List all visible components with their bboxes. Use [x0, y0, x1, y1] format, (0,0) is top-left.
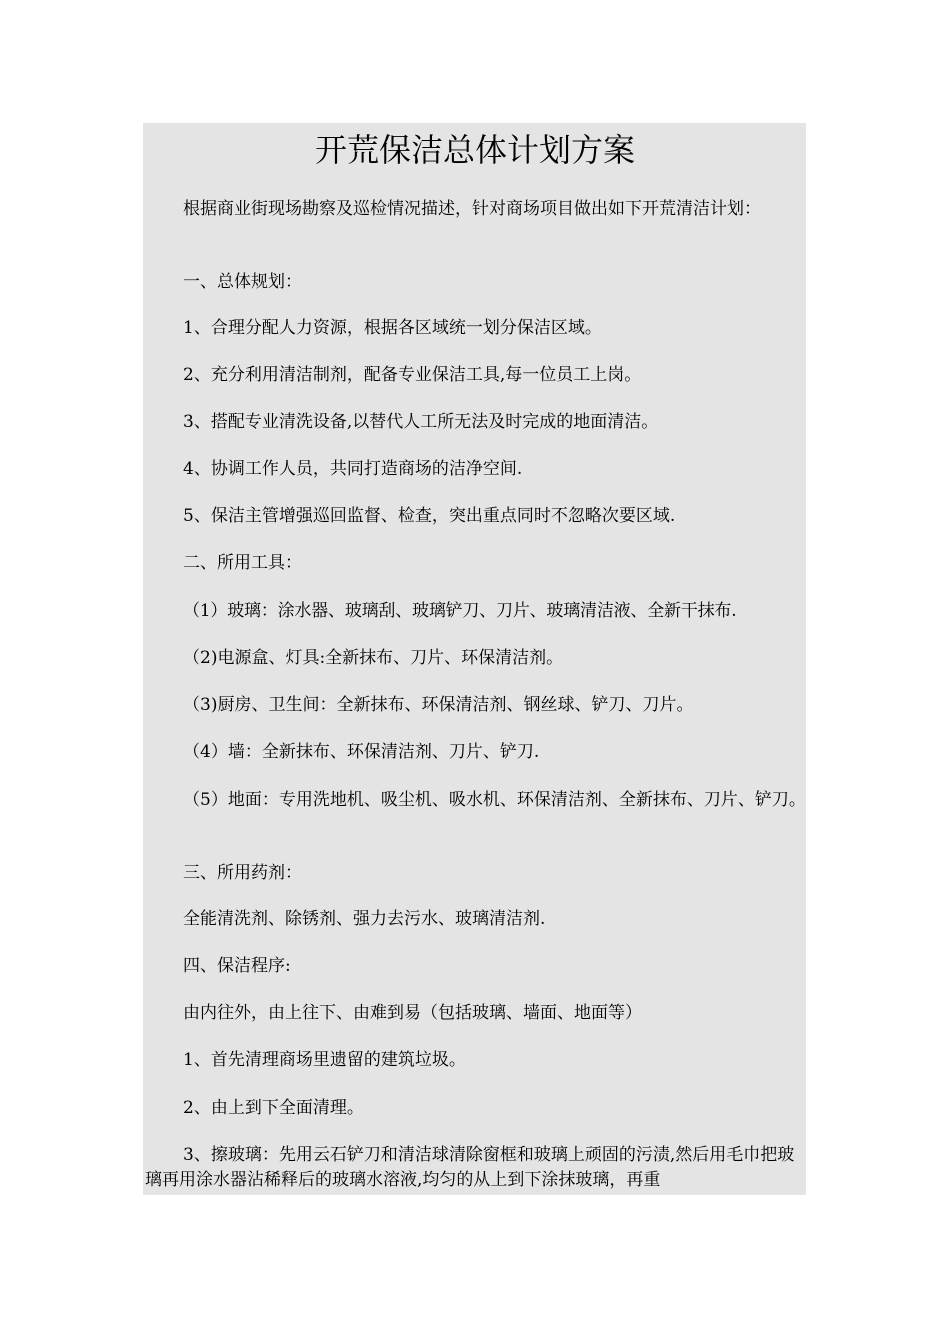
tool-item-power-box: （2)电源盒、灯具:全新抹布、刀片、环保清洁剂。: [183, 648, 564, 668]
procedure-step-3: 3、擦玻璃：先用云石铲刀和清洁球清除窗框和玻璃上顽固的污渍,然后用毛巾把玻璃再用涂水器沾稀释后的玻璃水溶液,均匀的从上到下涂抹玻璃，再重: [145, 1145, 795, 1190]
intro-paragraph: 根据商业街现场勘察及巡检情况描述，针对商场项目做出如下开荒清洁计划：: [183, 199, 761, 219]
tool-item-wall: （4）墙：全新抹布、环保清洁剂、刀片、铲刀.: [183, 742, 540, 762]
tool-item-glass: （1）玻璃：涂水器、玻璃刮、玻璃铲刀、刀片、玻璃清洁液、全新干抹布.: [183, 601, 737, 621]
section-heading-overall-plan: 一、总体规划：: [183, 272, 302, 292]
document-title: 开荒保洁总体计划方案: [314, 131, 635, 169]
plan-item-3: 3、搭配专业清洗设备,以替代人工所无法及时完成的地面清洁。: [183, 412, 659, 432]
procedure-principle: 由内往外，由上往下、由难到易（包括玻璃、墙面、地面等）: [183, 1003, 642, 1023]
plan-item-5: 5、保洁主管增强巡回监督、检查，突出重点同时不忽略次要区域.: [183, 506, 676, 526]
section-heading-chemicals: 三、所用药剂：: [183, 863, 302, 883]
plan-item-2: 2、充分利用清洁制剂，配备专业保洁工具,每一位员工上岗。: [183, 365, 642, 385]
procedure-step-1: 1、首先清理商场里遗留的建筑垃圾。: [183, 1050, 466, 1070]
chemicals-list: 全能清洗剂、除锈剂、强力去污水、玻璃清洁剂.: [183, 909, 546, 929]
section-heading-procedure: 四、保洁程序:: [183, 956, 291, 976]
plan-item-1: 1、合理分配人力资源，根据各区域统一划分保洁区域。: [183, 318, 602, 338]
procedure-step-2: 2、由上到下全面清理。: [183, 1098, 364, 1118]
tool-item-floor: （5）地面：专用洗地机、吸尘机、吸水机、环保清洁剂、全新抹布、刀片、铲刀。: [183, 790, 806, 810]
tool-item-kitchen: （3)厨房、卫生间：全新抹布、环保清洁剂、钢丝球、铲刀、刀片。: [183, 695, 694, 715]
section-heading-tools: 二、所用工具：: [183, 553, 302, 573]
plan-item-4: 4、协调工作人员，共同打造商场的洁净空间.: [183, 459, 523, 479]
